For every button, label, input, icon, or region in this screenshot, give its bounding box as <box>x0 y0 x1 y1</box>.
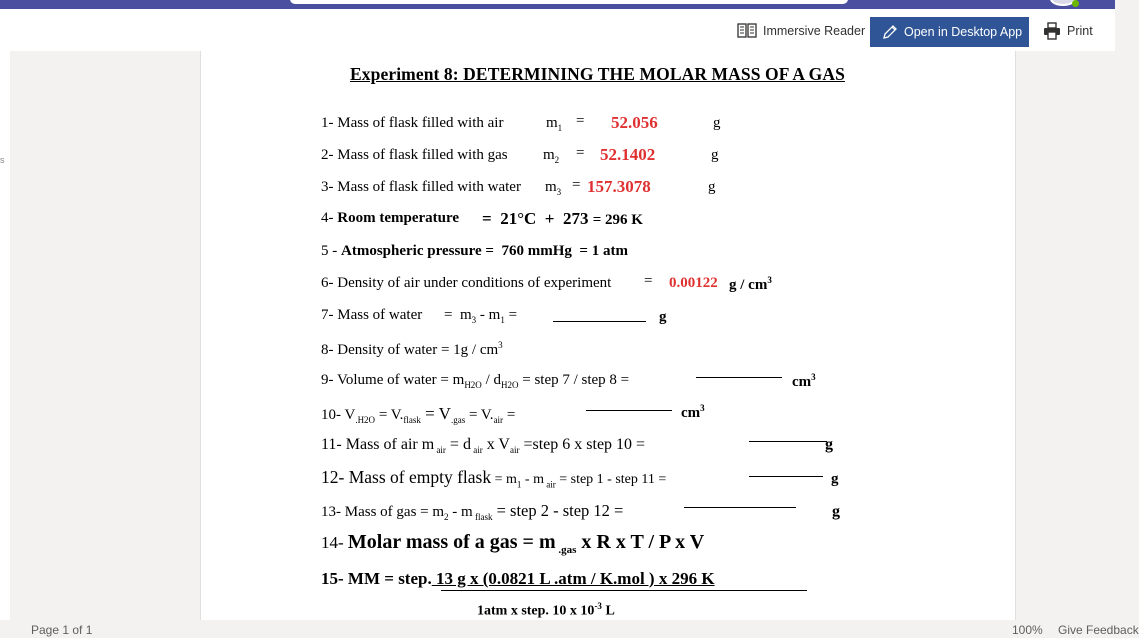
line-2-symbol: $m_2$ <box>543 147 560 165</box>
line-10-volumes: 10- $V_{.H2O} = V._{flask} = V_{.gas} = V._{air}$ = <box>321 404 516 425</box>
line-15-denominator: 1atm x step. 10 x $10^{-3}$ L <box>477 601 615 619</box>
line-11-mass-of-air: 11- Mass of air m $_{air}$ = d $_{air}$ x $V_{air}$ =step 6 x step 10 = <box>321 436 646 456</box>
line-6-value: 0.00122 <box>669 275 718 291</box>
line-9-answer-blank[interactable] <box>696 377 782 378</box>
line-11-answer-blank[interactable] <box>749 441 827 442</box>
document-title: Experiment 8: DETERMINING THE MOLAR MASS OF A GAS <box>350 64 845 84</box>
open-in-desktop-app-label: Open in Desktop App <box>904 25 1023 39</box>
line-13-mass-of-gas: 13- Mass of gas = $m_2$ - m $_{flask}$ = step 2 - step 12 = <box>321 501 624 522</box>
line-5-atmospheric-pressure: 5 - Atmospheric pressure = 760 mmHg = 1 atm <box>321 243 628 259</box>
open-in-desktop-app-button[interactable] <box>870 17 1029 47</box>
line-1-symbol: $m_1$ <box>546 115 563 133</box>
line-2-unit: g <box>711 147 719 163</box>
printer-icon <box>1043 22 1061 40</box>
line-2-label: 2- Mass of flask filled with gas <box>321 147 508 163</box>
line-13-unit: g <box>832 503 840 520</box>
line-10-unit: $cm^3$ <box>681 403 705 421</box>
status-bar <box>0 620 1139 638</box>
line-7-expression: = $m_3 - m_1$ = <box>444 307 518 325</box>
line-2-value: 52.1402 <box>600 145 656 164</box>
app-header-bar <box>0 0 1115 9</box>
print-label: Print <box>1067 24 1093 38</box>
line-7-label: 7- Mass of water <box>321 307 423 323</box>
line-13-answer-blank[interactable] <box>684 507 796 508</box>
line-3-value: 157.3078 <box>587 177 651 196</box>
line-9-unit: $cm^3$ <box>792 372 816 390</box>
line-8-density-of-water: 8- Density of water = $1g / cm^3$ <box>321 340 503 358</box>
line-1-label: 1- Mass of flask filled with air <box>321 115 504 131</box>
page-count: Page 1 of 1 <box>31 623 93 637</box>
line-4-room-temperature: 4- Room temperature <box>321 210 460 226</box>
left-pane-text: s <box>0 155 5 165</box>
line-3-label: 3- Mass of flask filled with water <box>321 179 521 195</box>
line-6-label: 6- Density of air under conditions of experiment <box>321 275 612 291</box>
line-9-volume-of-water: 9- Volume of water = $m_{H2O} / d_{H2O}$ = step 7 / step 8 = <box>321 372 630 390</box>
line-1-unit: g <box>713 115 721 131</box>
immersive-reader-label: Immersive Reader <box>763 24 866 38</box>
line-7-answer-blank[interactable] <box>553 321 646 322</box>
document-page[interactable] <box>200 51 1016 620</box>
give-feedback-link[interactable]: Give Feedback <box>1058 623 1139 637</box>
line-15-mm-calculation: 15- MM = step. 13 g x (0.0821 L .atm / K.mol ) x 296 K <box>321 569 715 588</box>
line-12-answer-blank[interactable] <box>749 476 823 477</box>
line-3-equals: = <box>572 177 581 193</box>
book-icon <box>737 22 757 40</box>
line-1-equals: = <box>576 113 585 129</box>
line-11-unit: g <box>825 436 833 453</box>
line-14-molar-mass-formula: 14- Molar mass of a gas = m $_{.gas}$ x R x T / P x V <box>321 531 705 556</box>
line-15-fraction-bar <box>441 590 807 591</box>
left-pane-edge <box>0 51 10 620</box>
line-4-expression: = 21°C + 273 = 296 K <box>482 209 643 228</box>
presence-indicator <box>1072 0 1079 7</box>
print-button[interactable] <box>1043 17 1093 45</box>
line-6-equals: = <box>644 273 653 289</box>
immersive-reader-button[interactable] <box>737 17 865 45</box>
line-6-unit: g / $cm^3$ <box>729 275 772 293</box>
line-12-mass-of-empty-flask: 12- Mass of empty flask = $m_1$ - m $_{air}$ = step 1 - step 11 = <box>321 467 667 490</box>
line-3-symbol: $m_3$ <box>545 179 562 197</box>
line-2-equals: = <box>576 145 585 161</box>
search-box[interactable] <box>290 0 848 4</box>
line-1-value: 52.056 <box>611 113 658 132</box>
zoom-level[interactable]: 100% <box>1012 623 1043 637</box>
line-3-unit: g <box>708 179 716 195</box>
line-7-unit: g <box>659 309 667 325</box>
line-10-answer-blank[interactable] <box>586 410 672 411</box>
ribbon-toolbar <box>0 9 1115 51</box>
pencil-icon <box>882 24 898 40</box>
line-12-unit: g <box>831 471 839 487</box>
